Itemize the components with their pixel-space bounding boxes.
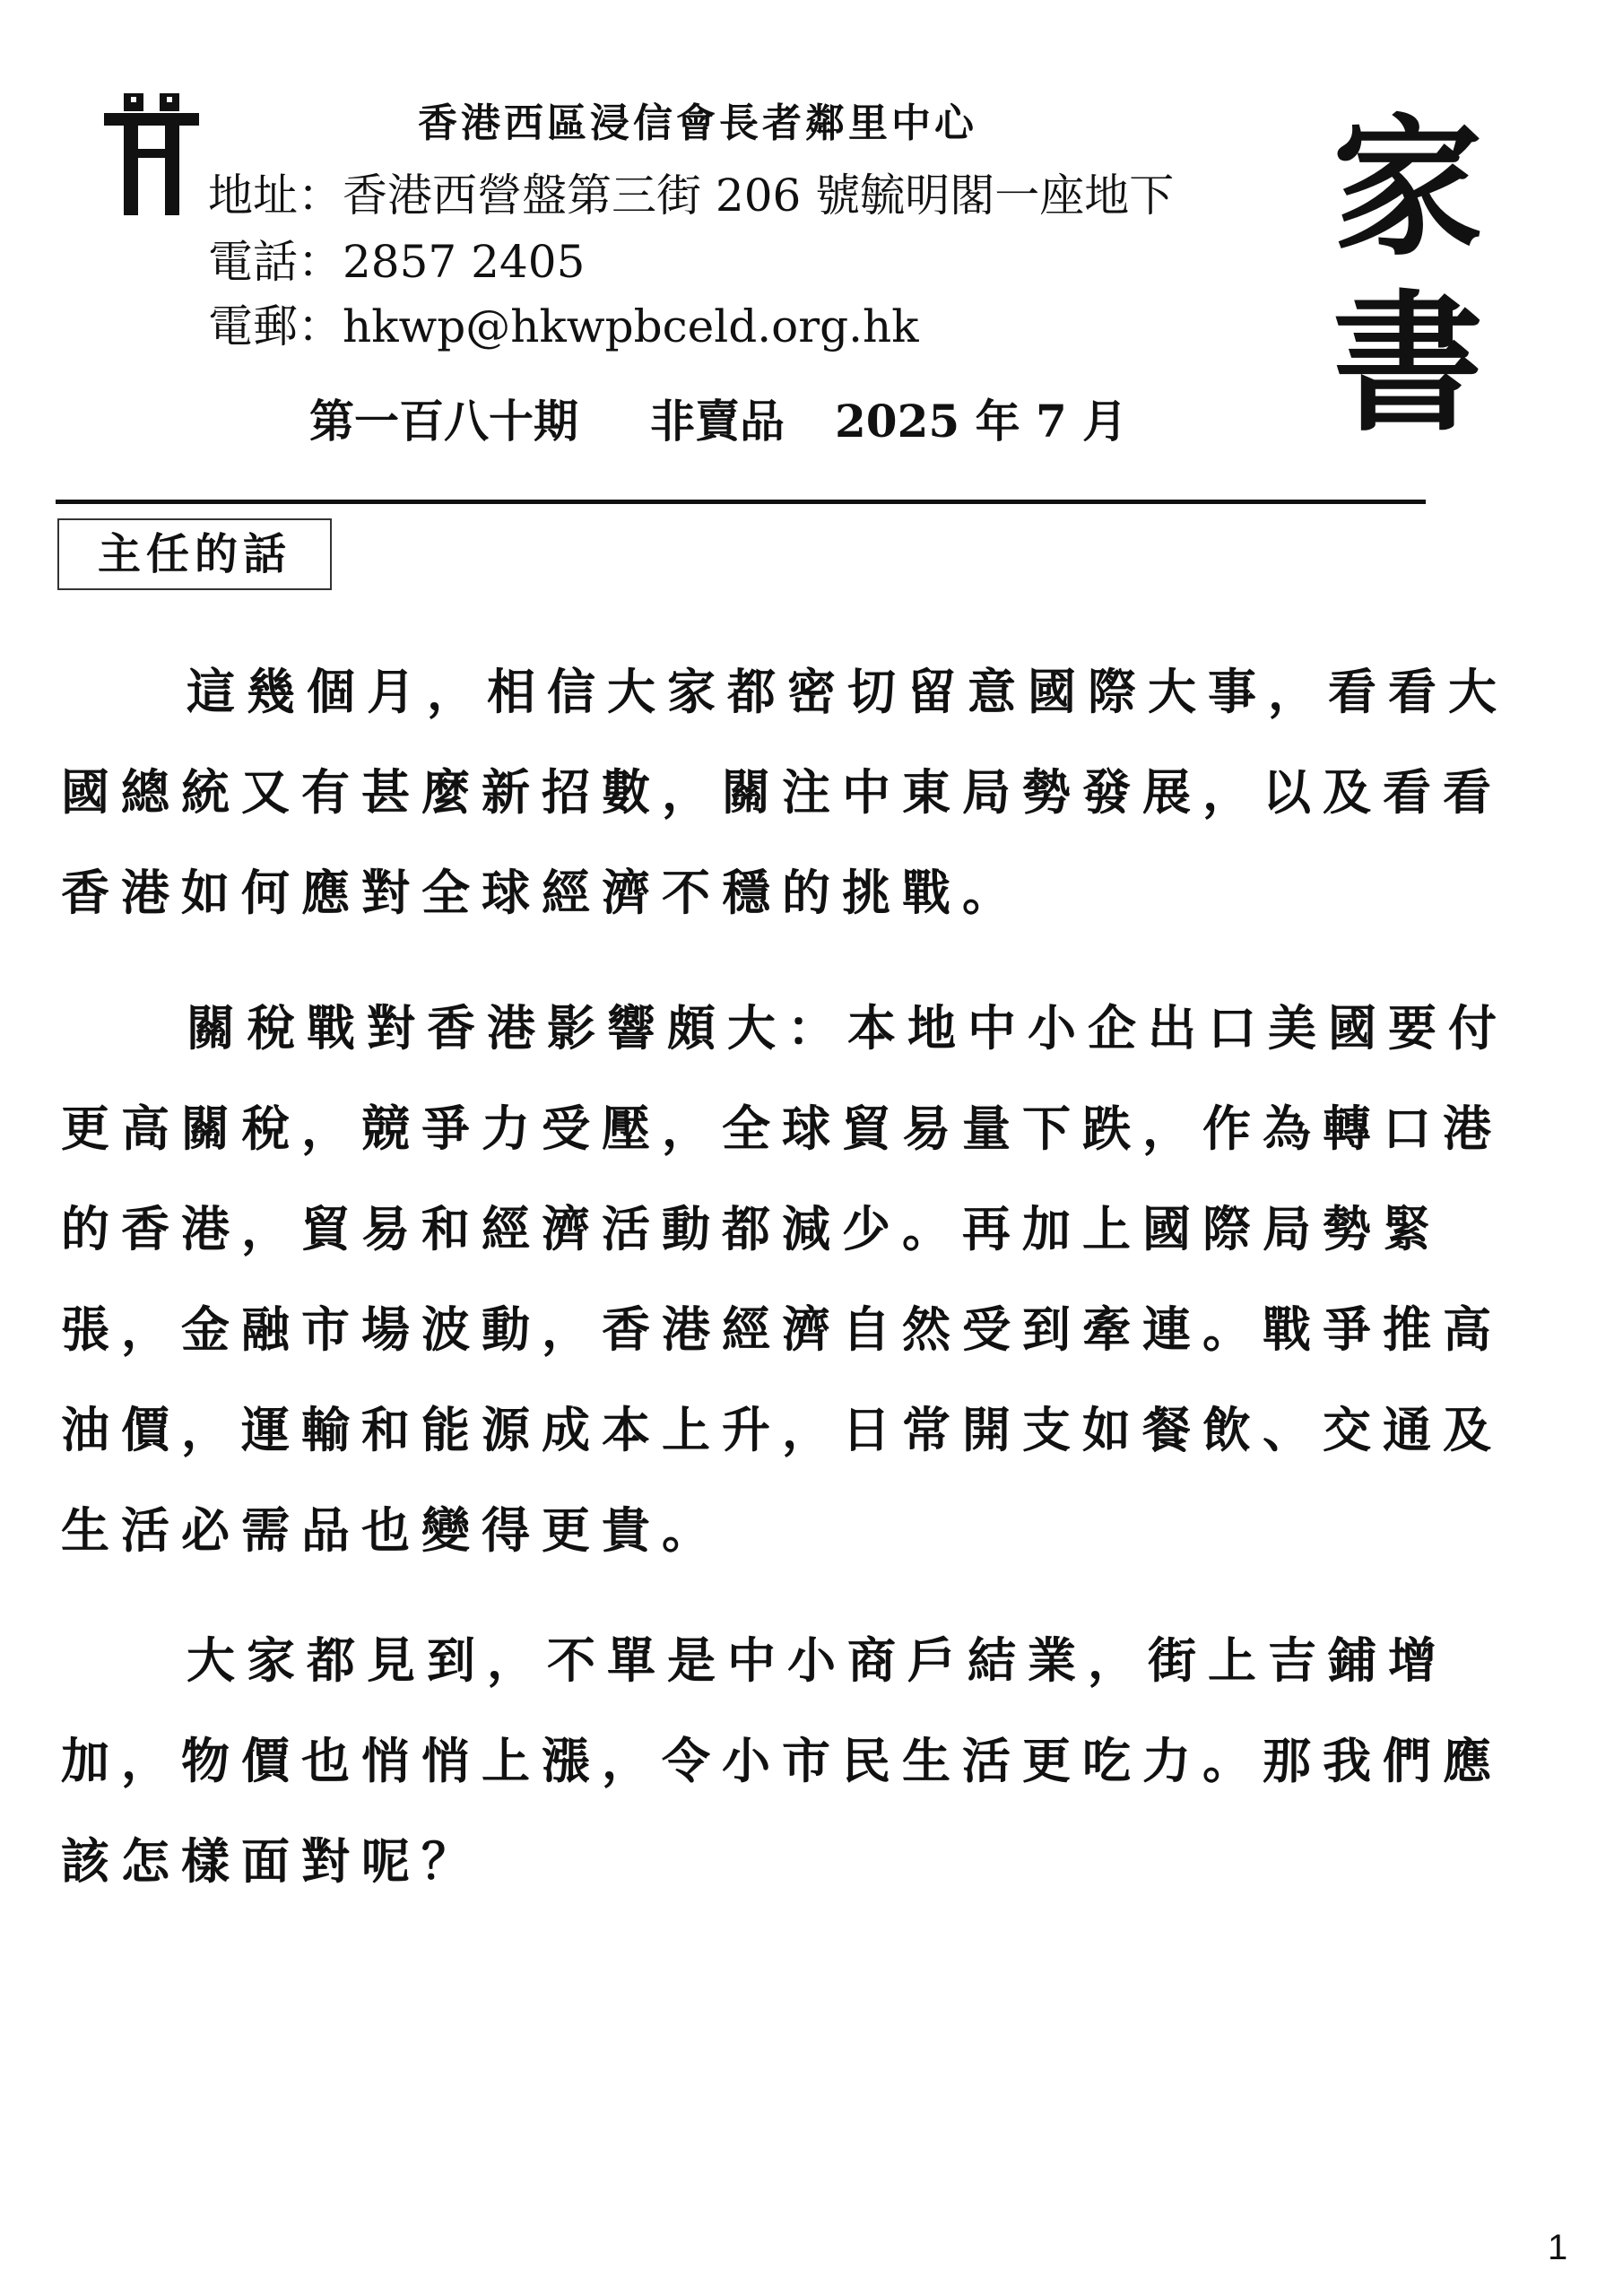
paragraph-line: 更高關稅，競爭力受壓，全球貿易量下跌，作為轉口港 [61,1100,1503,1157]
email-line: 電郵：hkwp@hkwpbceld.org.hk [208,300,919,352]
paragraph-line: 油價，運輸和能源成本上升，日常開支如餐飲、交通及 [61,1401,1503,1458]
paragraph-line: 的香港，貿易和經濟活動都減少。再加上國際局勢緊 [61,1200,1443,1257]
organization-logo [104,93,199,215]
cross-logo-icon [104,93,199,215]
masthead-char: 家 [1332,100,1483,276]
paragraph-line: 關稅戰對香港影響頗大：本地中小企出口美國要付 [187,999,1508,1057]
paragraph [61,978,1558,1580]
paragraph-line: 生活必需品也變得更貴。 [61,1501,722,1559]
organization-name: 香港西區浸信會長者鄰里中心 [418,100,977,146]
paragraph-line: 國總統又有甚麼新招數，關注中東局勢發展，以及看看 [61,763,1503,821]
price-note: 非賣品 [650,395,785,448]
section-title: 主任的話 [57,518,332,590]
paragraph [61,1610,1558,1911]
issue-date: 2025 年 7 月 [835,395,1128,448]
paragraph-line: 加，物價也悄悄上漲，令小市民生活更吃力。那我們應 [61,1732,1503,1789]
paragraph [61,641,1558,943]
paragraph-line: 該怎樣面對呢？ [61,1832,482,1890]
header-divider [56,500,1426,504]
issue-number: 第一百八十期 [309,395,578,448]
paragraph-line: 這幾個月，相信大家都密切留意國際大事，看看大 [187,663,1508,720]
masthead-title [1327,100,1488,452]
paragraph-line: 香港如何應對全球經濟不穩的挑戰。 [61,864,1022,921]
address-line: 地址：香港西營盤第三街 206 號毓明閣一座地下 [208,170,1175,222]
masthead-char: 書 [1332,276,1483,452]
page-number: 1 [1548,2228,1568,2267]
phone-line: 電話：2857 2405 [208,236,586,288]
issue-info [309,395,1127,448]
paragraph-line: 張，金融市場波動，香港經濟自然受到牽連。戰爭推高 [61,1300,1503,1358]
paragraph-line: 大家都見到，不單是中小商戶結業，街上吉鋪增 [187,1631,1448,1689]
